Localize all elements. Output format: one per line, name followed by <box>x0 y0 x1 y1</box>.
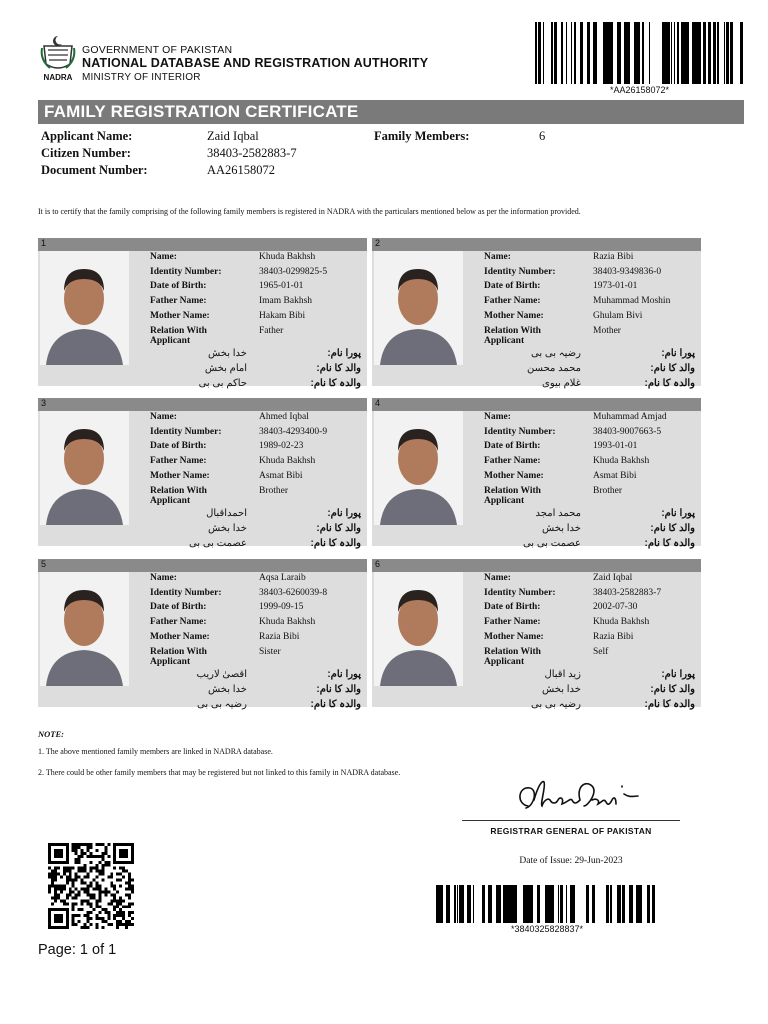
note-heading: NOTE: <box>38 729 64 739</box>
member-id-value: 38403-4293400-9 <box>259 427 328 437</box>
member-mother-label: Mother Name: <box>150 311 210 321</box>
member-u_mother-label: والدہ کا نام: <box>310 378 361 389</box>
member-mother-label: Mother Name: <box>150 471 210 481</box>
member-father-value: Khuda Bakhsh <box>593 456 650 466</box>
member-card <box>38 238 367 389</box>
portrait-icon <box>374 572 463 686</box>
member-relation-label: Relation With Applicant <box>484 647 541 667</box>
member-dob-value: 2002-07-30 <box>593 602 638 612</box>
member-u_name-label: پورا نام: <box>661 508 695 519</box>
member-id-value: 38403-9349836-0 <box>593 267 662 277</box>
member-father-value: Khuda Bakhsh <box>259 617 316 627</box>
member-mother-label: Mother Name: <box>150 632 210 642</box>
citizen-number-label: Citizen Number: <box>41 146 131 160</box>
header-government: GOVERNMENT OF PAKISTAN <box>82 44 233 56</box>
member-name-label: Name: <box>150 412 177 422</box>
nadra-logo-text: NADRA <box>43 73 73 82</box>
member-father-value: Khuda Bakhsh <box>259 456 316 466</box>
member-u_name-label: پورا نام: <box>661 669 695 680</box>
member-relation-value: Brother <box>593 486 623 496</box>
family-members-label: Family Members: <box>374 129 470 143</box>
member-id-label: Identity Number: <box>484 267 556 277</box>
member-id-label: Identity Number: <box>150 588 222 598</box>
member-name-label: Name: <box>150 573 177 583</box>
member-u_mother-value: عصمت بی بی <box>188 538 247 549</box>
applicant-name: Zaid Iqbal <box>207 129 259 143</box>
member-name-label: Name: <box>484 252 511 262</box>
member-mother-label: Mother Name: <box>484 632 544 642</box>
member-relation-value: Mother <box>593 326 621 336</box>
member-u_mother-value: عصمت بی بی <box>522 538 581 549</box>
member-relation-label: Relation With Applicant <box>150 647 207 667</box>
member-number-bar <box>38 398 367 411</box>
header-ministry: MINISTRY OF INTERIOR <box>82 72 201 83</box>
registrar-signature <box>512 776 642 818</box>
member-name-value: Khuda Bakhsh <box>259 252 316 262</box>
member-relation-label: Relation With Applicant <box>484 326 541 346</box>
member-id-value: 38403-0299825-5 <box>259 267 328 277</box>
member-card <box>372 238 701 389</box>
member-photo <box>40 572 129 686</box>
member-father-value: Muhammad Moshin <box>593 296 671 306</box>
member-dob-value: 1965-01-01 <box>259 281 304 291</box>
member-name-value: Ahmed Iqbal <box>259 412 309 422</box>
member-mother-value: Ghulam Bivi <box>593 311 643 321</box>
member-dob-label: Date of Birth: <box>484 441 541 451</box>
member-id-value: 38403-9007663-5 <box>593 427 662 437</box>
member-card <box>372 559 701 710</box>
member-mother-label: Mother Name: <box>484 471 544 481</box>
member-u_mother-value: رضیہ بی بی <box>531 699 581 710</box>
title-bar <box>38 100 744 124</box>
member-relation-value: Brother <box>259 486 289 496</box>
member-u_name-value: محمد امجد <box>535 508 581 519</box>
member-name-value: Aqsa Laraib <box>259 573 306 583</box>
portrait-icon <box>40 572 129 686</box>
member-relation-label: Relation With Applicant <box>484 486 541 506</box>
member-dob-value: 1999-09-15 <box>259 602 304 612</box>
member-u_father-label: والد کا نام: <box>316 363 361 374</box>
member-photo <box>374 251 463 365</box>
document-number-label: Document Number: <box>41 163 148 177</box>
qr-code <box>48 843 134 929</box>
member-dob-label: Date of Birth: <box>484 281 541 291</box>
member-relation-value: Father <box>259 326 284 336</box>
member-u_mother-label: والدہ کا نام: <box>310 538 361 549</box>
member-id-value: 38403-2582883-7 <box>593 588 662 598</box>
applicant-name-label: Applicant Name: <box>41 129 133 143</box>
member-name-value: Muhammad Amjad <box>593 412 667 422</box>
member-mother-value: Hakam Bibi <box>259 311 306 321</box>
member-number-bar <box>372 398 701 411</box>
member-number-bar <box>38 238 367 251</box>
member-photo <box>374 411 463 525</box>
bottom-barcode-text: *3840325828837* <box>510 924 584 934</box>
member-dob-value: 1973-01-01 <box>593 281 638 291</box>
member-u_father-value: خدا بخش <box>208 684 247 695</box>
member-photo <box>40 411 129 525</box>
member-u_mother-label: والدہ کا نام: <box>644 538 695 549</box>
member-card <box>38 559 367 710</box>
member-id-label: Identity Number: <box>150 267 222 277</box>
member-relation-label: Relation With Applicant <box>150 486 207 506</box>
member-u_mother-value: رضیہ بی بی <box>197 699 247 710</box>
member-u_mother-value: غلام بیوی <box>542 378 581 389</box>
member-number: 4 <box>375 398 381 408</box>
member-photo <box>40 251 129 365</box>
member-name-label: Name: <box>150 252 177 262</box>
member-father-label: Father Name: <box>484 456 541 466</box>
member-u_name-value: زید اقبال <box>544 669 581 680</box>
date-of-issue: Date of Issue: 29-Jun-2023 <box>519 856 623 866</box>
member-u_mother-label: والدہ کا نام: <box>644 699 695 710</box>
member-u_mother-value: حاکم بی بی <box>198 378 247 389</box>
header-authority: NATIONAL DATABASE AND REGISTRATION AUTHORITY <box>82 56 429 70</box>
member-number: 1 <box>41 238 47 248</box>
family-members-count: 6 <box>539 129 546 143</box>
member-number: 5 <box>41 559 47 569</box>
member-number-bar <box>372 238 701 251</box>
member-u_father-label: والد کا نام: <box>316 523 361 534</box>
member-mother-value: Asmat Bibi <box>259 471 303 481</box>
member-number-bar <box>38 559 367 572</box>
member-mother-label: Mother Name: <box>484 311 544 321</box>
member-u_name-value: احمداقبال <box>206 508 247 519</box>
member-u_father-value: خدا بخش <box>208 523 247 534</box>
member-id-label: Identity Number: <box>484 427 556 437</box>
nadra-emblem-icon <box>38 34 78 82</box>
member-dob-label: Date of Birth: <box>150 281 207 291</box>
member-dob-label: Date of Birth: <box>150 602 207 612</box>
member-father-value: Khuda Bakhsh <box>593 617 650 627</box>
member-number: 2 <box>375 238 381 248</box>
certification-statement: It is to certify that the family comprising of the following family members is registered in NADRA with the particulars mentioned below as per the information provided. <box>38 207 581 216</box>
member-photo <box>374 572 463 686</box>
member-id-label: Identity Number: <box>484 588 556 598</box>
member-dob-value: 1989-02-23 <box>259 441 304 451</box>
member-number-bar <box>372 559 701 572</box>
member-id-label: Identity Number: <box>150 427 222 437</box>
member-father-label: Father Name: <box>150 296 207 306</box>
signature-line <box>462 820 680 821</box>
portrait-icon <box>374 251 463 365</box>
member-relation-label: Relation With Applicant <box>150 326 207 346</box>
member-u_father-label: والد کا نام: <box>650 684 695 695</box>
portrait-icon <box>374 411 463 525</box>
member-u_father-label: والد کا نام: <box>650 363 695 374</box>
member-u_father-label: والد کا نام: <box>316 684 361 695</box>
member-id-value: 38403-6260039-8 <box>259 588 328 598</box>
citizen-number: 38403-2582883-7 <box>207 146 297 160</box>
member-father-label: Father Name: <box>150 617 207 627</box>
member-u_name-value: اقصیٰ لاریب <box>196 669 247 680</box>
member-mother-value: Razia Bibi <box>593 632 634 642</box>
note-1: 1. The above mentioned family members are linked in NADRA database. <box>38 747 273 756</box>
member-father-label: Father Name: <box>484 296 541 306</box>
member-father-label: Father Name: <box>150 456 207 466</box>
document-barcode <box>535 22 744 84</box>
member-u_mother-label: والدہ کا نام: <box>310 699 361 710</box>
member-u_father-value: محمد محسن <box>527 363 581 374</box>
member-relation-value: Self <box>593 647 609 657</box>
member-u_name-label: پورا نام: <box>327 669 361 680</box>
member-u_name-label: پورا نام: <box>661 348 695 359</box>
member-mother-value: Asmat Bibi <box>593 471 637 481</box>
member-number: 3 <box>41 398 47 408</box>
member-u_name-value: خدا بخش <box>208 348 247 359</box>
portrait-icon <box>40 251 129 365</box>
member-dob-label: Date of Birth: <box>150 441 207 451</box>
member-u_father-value: خدا بخش <box>542 523 581 534</box>
member-number: 6 <box>375 559 381 569</box>
member-u_name-label: پورا نام: <box>327 508 361 519</box>
page-title: FAMILY REGISTRATION CERTIFICATE <box>44 102 359 121</box>
member-u_mother-label: والدہ کا نام: <box>644 378 695 389</box>
document-number: AA26158072 <box>207 163 276 177</box>
member-u_father-value: خدا بخش <box>542 684 581 695</box>
member-u_father-value: امام بخش <box>204 363 247 374</box>
member-u_name-value: رضیہ بی بی <box>531 348 581 359</box>
member-relation-value: Sister <box>259 647 281 657</box>
page-number: Page: 1 of 1 <box>38 942 117 958</box>
member-dob-value: 1993-01-01 <box>593 441 638 451</box>
note-2: 2. There could be other family members that may be registered but not linked to this family in NADRA database. <box>38 768 401 777</box>
member-u_father-label: والد کا نام: <box>650 523 695 534</box>
member-father-value: Imam Bakhsh <box>259 296 313 306</box>
member-name-value: Zaid Iqbal <box>593 573 633 583</box>
member-mother-value: Razia Bibi <box>259 632 300 642</box>
member-card <box>372 398 701 549</box>
member-dob-label: Date of Birth: <box>484 602 541 612</box>
portrait-icon <box>40 411 129 525</box>
member-name-label: Name: <box>484 573 511 583</box>
member-card <box>38 398 367 549</box>
member-u_name-label: پورا نام: <box>327 348 361 359</box>
registrar-title: REGISTRAR GENERAL OF PAKISTAN <box>490 826 652 836</box>
member-name-label: Name: <box>484 412 511 422</box>
bottom-barcode <box>436 885 658 923</box>
document-barcode-text: *AA26158072* <box>609 85 670 95</box>
member-name-value: Razia Bibi <box>593 252 634 262</box>
member-father-label: Father Name: <box>484 617 541 627</box>
